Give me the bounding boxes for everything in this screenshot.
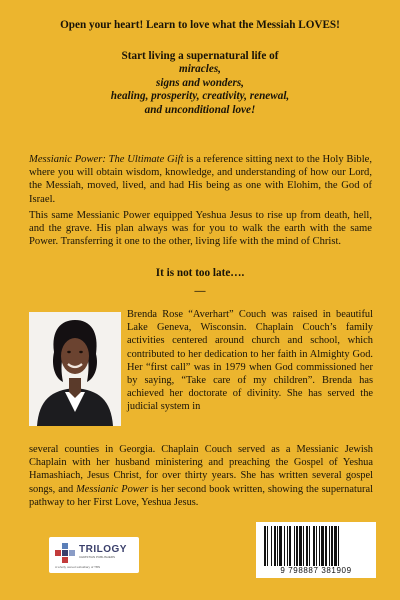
author-photo [29,312,121,426]
barcode-bar [316,526,317,566]
barcode-bar [303,526,304,566]
barcode-bar [321,526,324,566]
barcode-bar [331,526,333,566]
barcode-bar [277,526,278,566]
intro-line: healing, prosperity, creativity, renewal, [110,90,290,103]
publisher-logo [49,537,139,573]
isbn-number: 9 798887 381909 [280,566,352,575]
isbn-barcode [256,522,376,578]
intro-line: miracles, [179,63,221,76]
barcode-bar [274,526,276,566]
barcode-bar [313,526,315,566]
publisher-name: TRILOGY [79,544,127,555]
barcode-bar [264,526,266,566]
section-divider: — [194,285,206,297]
barcode-bar [338,526,339,566]
intro-line: signs and wonders, [156,76,244,89]
author-bio-bottom [29,443,373,509]
barcode-bar [267,526,268,566]
publisher-subtitle: CHRISTIAN PUBLISHERS [79,555,116,559]
intro-lead: Start living a supernatural life of [121,50,279,62]
publisher-cross-icon [55,543,75,563]
barcode-bar [334,526,337,566]
barcode-bar [325,526,327,566]
barcode-bar [306,526,308,566]
barcode-bar [271,526,272,566]
intro-block [0,50,400,117]
barcode-bar [287,526,288,566]
book-title-short: Messianic Power [76,483,149,495]
barcode-bar [329,526,330,566]
description-text: is a reference sitting next to the Holy Bible, where you will obtain wisdom, knowledge, and understanding of how our Lord, the Messiah, moved, lived, and had His being as one with Elohim, the God of Israel. [29,154,372,205]
author-bio-top: Brenda Rose “Averhart” Couch was raised in beautiful Lake Geneva, Wisconsin. Chaplain Couch’s family activities centered around church and school, which contributed to her dedication to her faith in Almighty God. Her “first call” was in 1979 when God commissioned her by saying, “Take care of my children”. Brenda has achieved her doctorate of divinity. She has served the judicial system in [127,309,373,413]
book-title: Messianic Power: The Ultimate Gift [29,154,184,165]
headline: Open your heart! Learn to love what the Messiah LOVES! [60,19,340,31]
barcode-bars [264,526,368,566]
description-paragraph-2: This same Messianic Power equipped Yeshua Jesus to rise up from death, hell, and the grave. His plan always was for you to walk the earth with the same Power. Transferring it one to the other, living life with the mind of Christ. [29,210,372,248]
barcode-bar [284,526,285,566]
barcode-bar [319,526,320,566]
publisher-tagline: A wholly owned subsidiary of TBN [55,565,101,569]
intro-line: and unconditional love! [144,103,256,116]
barcode-bar [299,526,302,566]
barcode-bar [309,526,310,566]
barcode-bar [294,526,295,566]
author-bio-text: is her second book written, showing the supernatural pathway to her First Love, Yeshua Jesus. [29,483,373,508]
author-bio-text: several counties in Georgia. Chaplain Couch served as a Messianic Jewish Chaplain with her husband ministering and preaching the Gospel of Yeshua Hamashiach, Jesus Christ, for over thirty years. She has written several gospel songs, and [29,444,373,495]
description-paragraph-1 [29,153,372,206]
not-too-late-line: It is not too late…. [155,267,245,279]
barcode-bar [296,526,298,566]
barcode-bar [289,526,291,566]
barcode-bar [279,526,282,566]
